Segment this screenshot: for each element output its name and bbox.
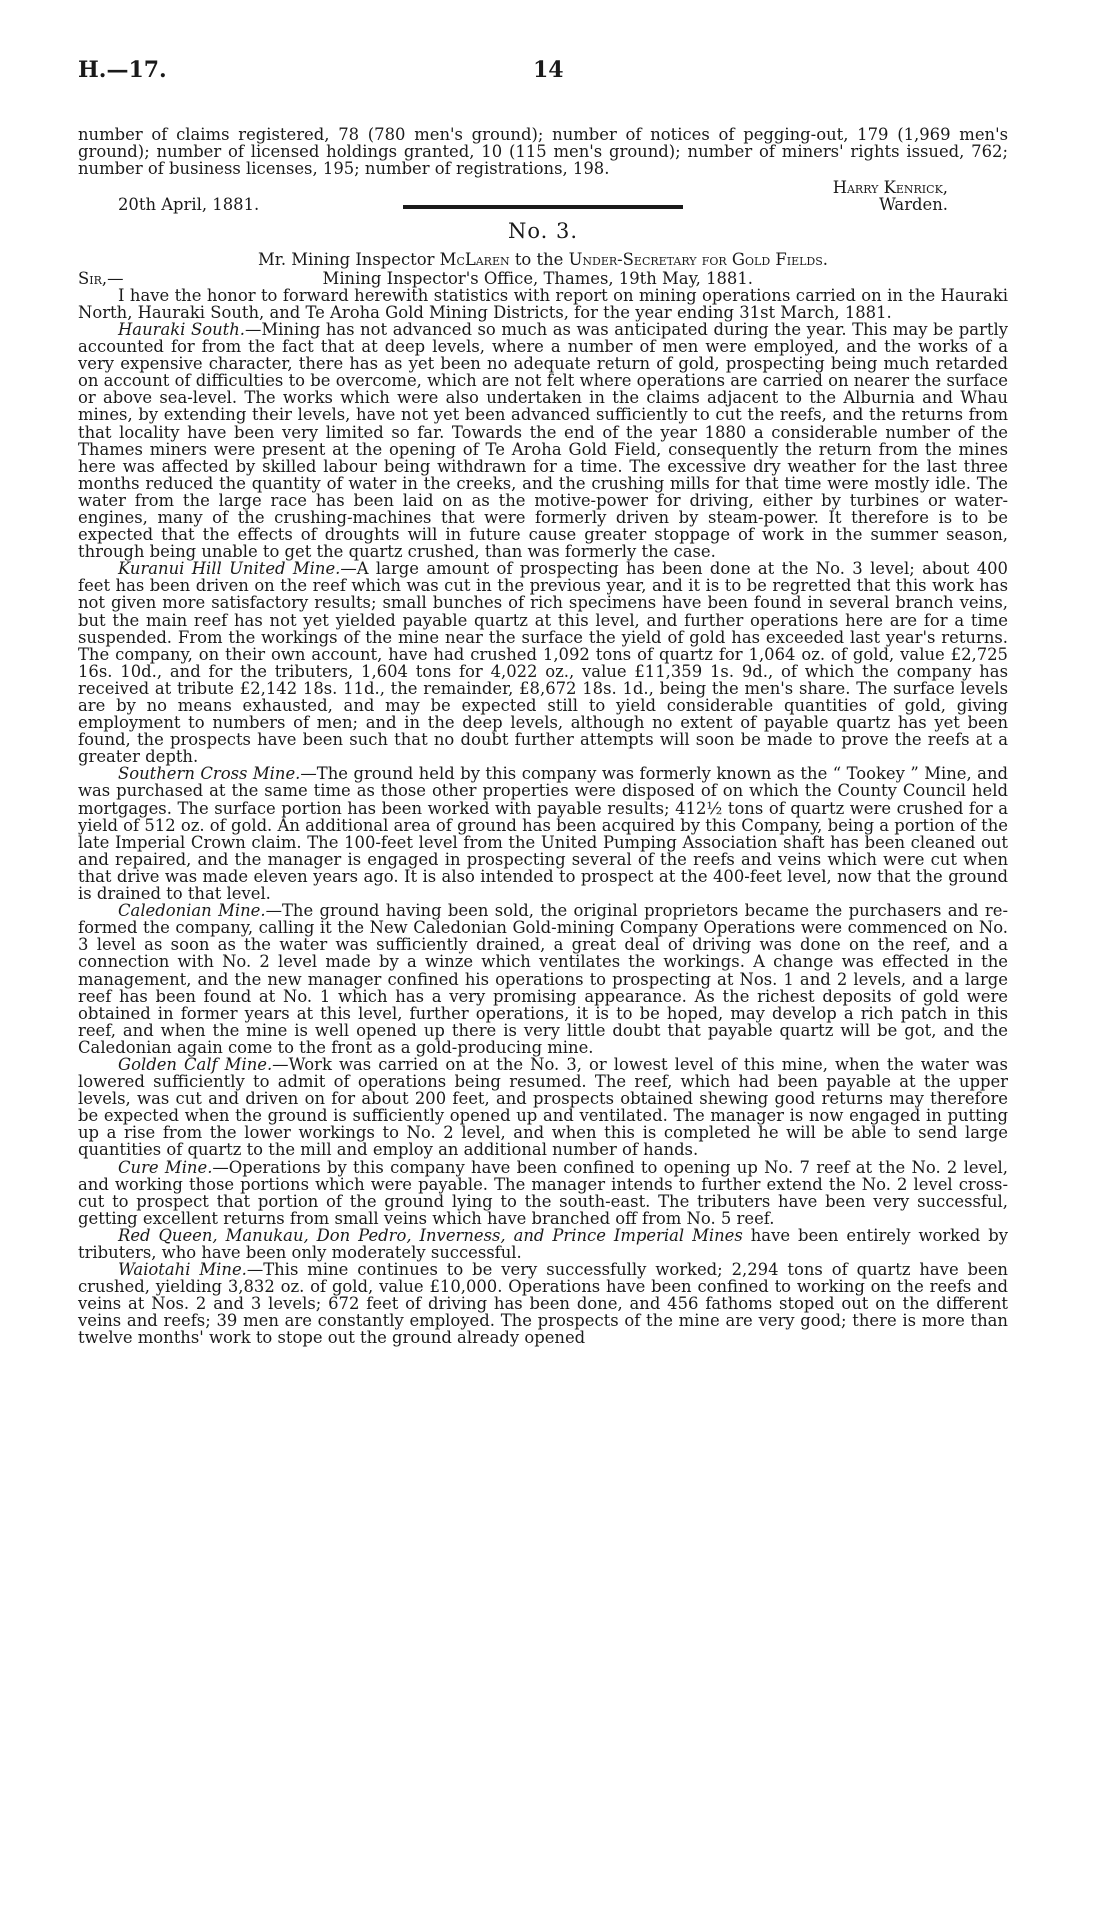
section-paragraph [78,765,1008,902]
section-text: have been entirely worked by tributers, who have been only moderately successful. [78,1225,1008,1262]
section-text: —Operations by this company have been confined to opening up No. 7 reef at the No. 2 level, and working those portions which were payable. The manager intends to further extend the No. 2 level cross-cut to prospect that portion of the ground lying to the south-east. The tributers have been very successful, getting excellent returns from small veins which have branched off from No. 5 reef. [78,1157,1008,1228]
salutation: Sir,— [78,268,124,288]
section-heading: Kuranui Hill United Mine. [118,559,341,579]
letter-address [78,251,1008,268]
signature-name: Harry Kenrick, [832,178,948,198]
section-heading: Caledonian Mine. [118,901,266,921]
signature-date: 20th April, 1881. [118,195,260,215]
section-text: —The ground held by this company was formerly known as the “ Tookey ” Mine, and was purchased at the same time as those other properties were disposed of on which the County Council held mortgages. The surface portion has been worked with payable results; 412½ tons of quartz were crushed for a yield of 512 oz. of gold. An additional area of ground has been acquired by this Company, being a portion of the late Imperial Crown claim. The 100-feet level from the United Pumping Association shaft has been cleaned out and repaired, and the manager is engaged in prospecting several of the reefs and veins which were cut when that drive was made eleven years ago. It is also intended to prospect at the 400-feet level, now that the ground is drained to that level. [78,764,1008,904]
to-prefix: to the [514,249,564,269]
section-heading: Waiotahi Mine. [118,1260,247,1280]
opening-paragraph: number of claims registered, 78 (780 men's ground); number of notices of pegging-out, 179 (1,969 men's ground); number of licensed holdings granted, 10 (115 men's ground); number of miners' rights issued, 762; number of business licenses, 195; number of registrations, 198. [78,125,1008,179]
section-heading: Golden Calf Mine. [118,1054,273,1074]
section-text: —Work was carried on at the No. 3, or lowest level of this mine, when the water was lowered sufficiently to admit of operations being resumed. The reef, which had been payable at the upper levels, was cut and driven on for about 200 feet, and prospects obtained shewing good returns may therefore be expected when the ground is sufficiently opened up and ventilated. The manager is now engaged in putting up a rise from the lower workings to No. 2 level, and when this is completed he will be able to send large quantities of quartz to the mill and employ an additional number of hands. [78,1054,1008,1160]
page-number: 14 [533,57,564,83]
section-paragraph [78,1261,1008,1346]
section-divider [403,205,683,209]
section-paragraph [78,1159,1008,1227]
salutation-row [78,270,1008,287]
section-heading: Hauraki South. [118,319,245,339]
section-heading: Red Queen, Manukau, Don Pedro, Inverness, and Prince Imperial Mines [118,1225,743,1245]
section-text: —A large amount of prospecting has been done at the No. 3 level; about 400 feet has been driven on the reef which was cut in the previous year, and it is to be regretted that this work has not given more satisfactory results; small bunches of rich specimens have been found in several branch veins, but the main reef has not yet yielded payable quartz at this level, and further operations here are for a time suspended. From the workings of the mine near the surface the yield of gold has exceeded last year's returns. The company, on their own account, have had crushed 1,092 tons of quartz for 1,064 oz. of gold, value £2,725 16s. 10d., and for the tributers, 1,604 tons for 4,022 oz., value £11,359 1s. 9d., of which the company has received at tribute £2,142 18s. 11d., the remainder, £8,672 18s. 1d., being the men's share. The surface levels are by no means exhausted, and may be expected still to yield considerable quantities of gold, giving employment to numbers of men; and in the deep levels, although no extent of payable quartz has yet been found, the prospects have been such that no doubt further attempts will soon be made to prove the reefs at a greater depth. [78,559,1008,767]
page-header [78,57,1008,92]
signature-role: Warden. [879,195,948,215]
section-text: —Mining has not advanced so much as was anticipated during the year. This may be partly accounted for from the fact that at deep levels, where a number of men were employed, and the works of a very expensive character, there has as yet been no adequate return of gold, prospecting being much retarded on account of difficulties to be overcome, which are not felt where operations are carried on nearer the surface or above sea-level. The works which were also undertaken in the claims adjacent to the Alburnia and Whau mines, by extending their levels, have not yet been advanced sufficiently to cut the reefs, and the returns from that locality have been very limited so far. Towards the end of the year 1880 a considerable number of the Thames miners were present at the opening of Te Aroha Gold Field, consequently the return from the mines here was affected by skilled labour being withdrawn for a time. The excessive dry weather for the last three months reduced the quantity of water in the creeks, and the crushing mills for that time were mostly idle. The water from the large race has been laid on as the motive-power for driving, either by turbines or water-engines, many of the crushing-machines that were formerly driven by steam-power. It therefore is to be expected that the effects of droughts will in future cause greater stoppage of work in the summer season, through being unable to get the quartz crushed, than was formerly the case. [78,319,1008,562]
section-paragraph [78,1227,1008,1261]
document-reference: H.—17. [78,57,167,83]
document-number: No. 3. [507,219,579,244]
section-heading: Cure Mine. [118,1157,213,1177]
from-name: McLaren [439,249,510,269]
section-paragraph [78,560,1008,765]
section-heading: Southern Cross Mine. [118,764,301,784]
section-paragraph [78,1056,1008,1159]
to-name: Under-Secretary for Gold Fields. [568,249,828,269]
section-text: —This mine continues to be very successfully worked; 2,294 tons of quartz have been crushed, yielding 3,832 oz. of gold, value £10,000. Operations have been confined to working on the reefs and veins at Nos. 2 and 3 levels; 672 feet of driving has been done, and 456 fathoms stoped out on the different veins and reefs; 39 men are constantly employed. The prospects of the mine are very good; there is more than twelve months' work to stope out the ground already opened [78,1260,1008,1348]
section-paragraph [78,321,1008,560]
dateline: Mining Inspector's Office, Thames, 19th May, 1881. [322,268,753,288]
section-text: —The ground having been sold, the original proprietors became the purchasers and re-formed the company, calling it the New Caledonian Gold-mining Company Operations were commenced on No. 3 level as soon as the water was sufficiently drained, a great deal of driving was done on the reef, and a connection with No. 2 level made by a winze which ventilates the workings. A change was effected in the management, and the new manager confined his operations to prospecting at Nos. 1 and 2 levels, and a large reef has been found at No. 1 which has a very promising appearance. As the richest deposits of gold were obtained in former years at this level, further operations, it is to be hoped, may develop a rich patch in this reef, and when the mine is well opened up there is very little doubt that payable quartz will be got, and the Caledonian again come to the front as a gold-producing mine. [78,901,1008,1057]
document-page [78,57,1008,1348]
section-paragraph [78,902,1008,1056]
intro-paragraph: I have the honor to forward herewith statistics with report on mining operations carried on in the Hauraki North, Hauraki South, and Te Aroha Gold Mining Districts, for the year ending 31st March, 1881. [78,285,1008,322]
from-prefix: Mr. Mining Inspector [258,249,435,269]
